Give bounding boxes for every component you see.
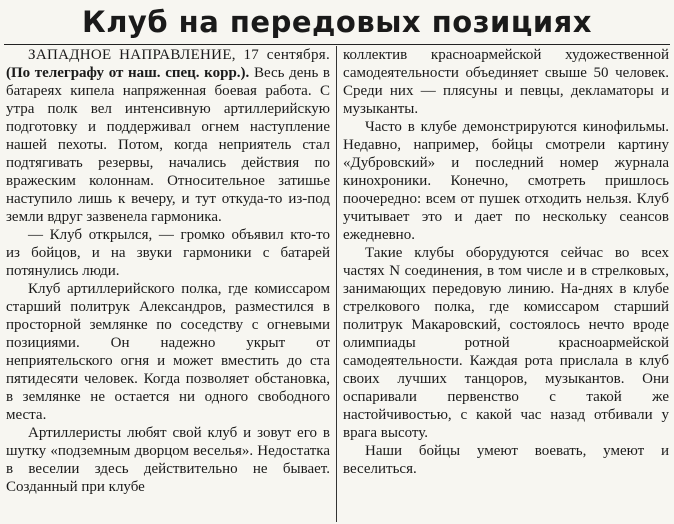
- paragraph-4-continued: коллектив красноармейской художественной самодеятельности объединяет свыше 50 человек. Среди них — плясуны и певцы, декламаторы и музыканты.: [343, 47, 669, 117]
- paragraph-6: Такие клубы оборудуются сейчас во всех частях N соединения, в том числе и в стрелковых, занимающих передовую линию. На-днях в клубе стрелкового полка, где комиссаром старший политрук Макаровский, состоялось нечто вроде олимпиады ротной красноармейской самодеятельности. Каждая рота прислала в клуб своих лучших танцоров, музыкантов. Они оспаривали первенство с такой же настойчивостью, с какой час назад отбивали у врага высоту.: [343, 245, 669, 441]
- byline: (По телеграфу от наш. спец. корр.).: [6, 65, 250, 81]
- paragraph-2: — Клуб открылся, — громко объявил кто-то из бойцов, и на звуки гармоники с батарей потянулись люди.: [6, 227, 330, 279]
- article-headline: Клуб на передовых позициях: [81, 5, 593, 39]
- paragraph-3: Клуб артиллерийского полка, где комиссаром старший политрук Александров, разместился в просторной землянке по соседству с огневыми позициями. Он надежно укрыт от неприятельского огня и может вместить до ста пятидесяти человек. Когда позволяет обстановка, в землянке не остается ни одного свободного места.: [6, 281, 330, 423]
- column-divider: [336, 46, 337, 522]
- headline-rule: [4, 44, 670, 45]
- paragraph-7: Наши бойцы умеют воевать, умеют и веселиться.: [343, 443, 669, 477]
- paragraph-4: Артиллеристы любят свой клуб и зовут его в шутку «подземным дворцом веселья». Недостатка в веселии здесь действительно не бывает. Созданный при клубе: [6, 425, 330, 495]
- dateline: ЗАПАДНОЕ НАПРАВЛЕНИЕ, 17 сентября.: [28, 47, 330, 63]
- right-column: [343, 46, 669, 478]
- paragraph-1-body: Весь день в батареях кипела напряженная боевая работа. С утра полк вел интенсивную артиллерийскую подготовку и поддерживал огнем наступление нашей пехоты. Потом, когда неприятель стал подтягивать резервы, начались действия по вражеским колоннам. Относительное затишье наступило лишь к вечеру, и тут откуда-то из-под земли вдруг зазвенела гармоника.: [6, 65, 331, 225]
- paragraph-5: Часто в клубе демонстрируются кинофильмы. Недавно, например, бойцы смотрели картину «Дубровский» и последний номер журнала кинохроники. Конечно, смотреть пришлось поочередно: всем от пушек отходить нельзя. Клуб учитывает это и дает по нескольку сеансов ежедневно.: [343, 119, 669, 243]
- paragraph-1: [6, 46, 330, 226]
- left-column: [6, 46, 330, 496]
